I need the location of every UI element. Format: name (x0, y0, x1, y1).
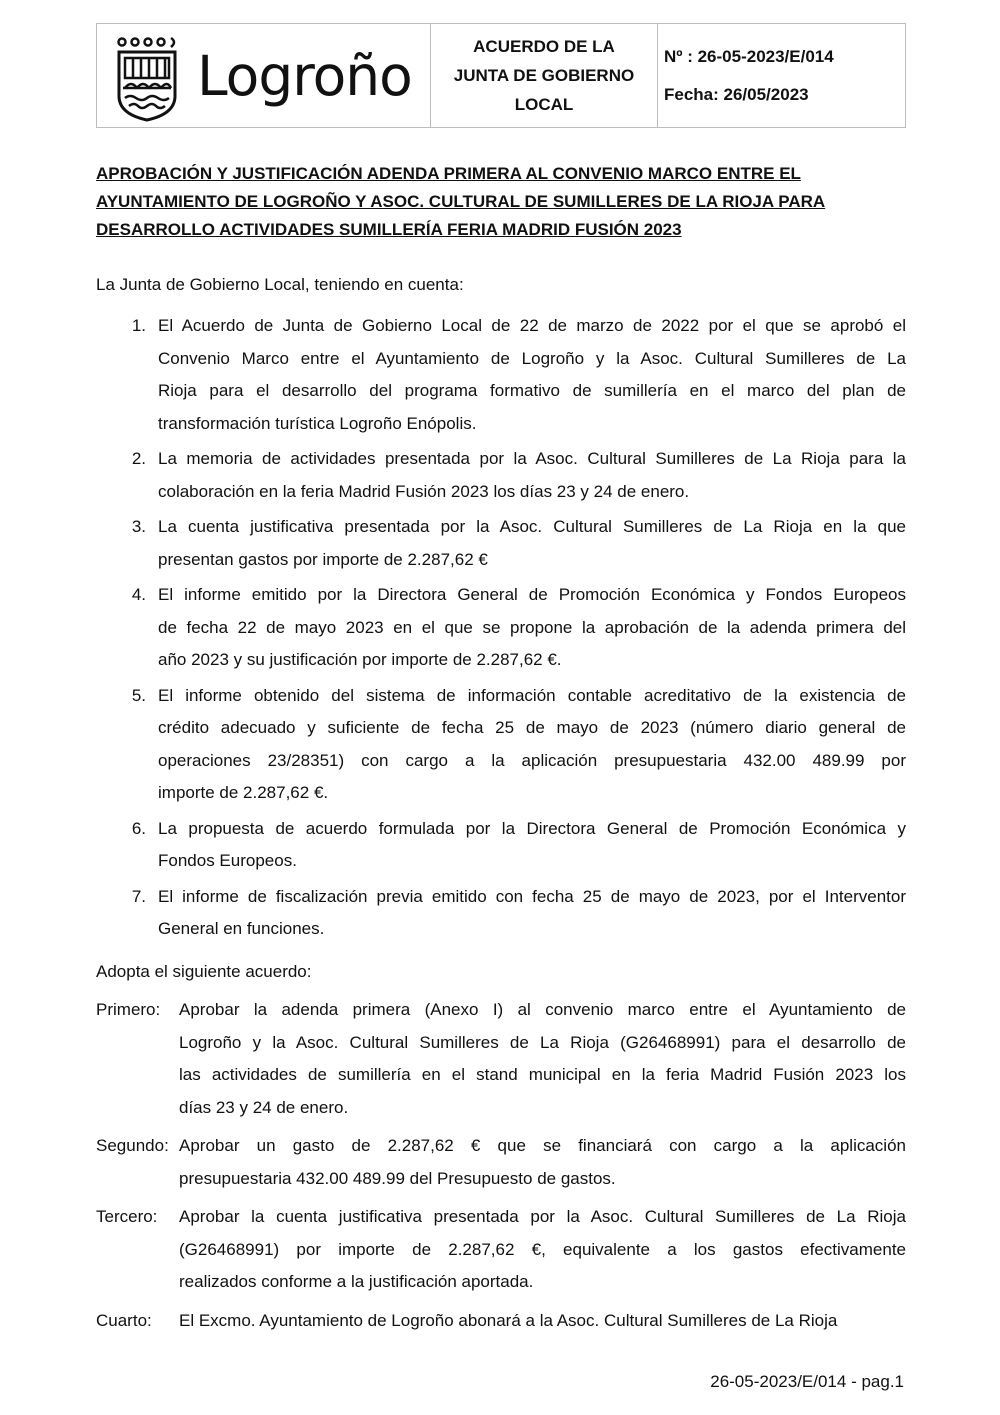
list-item-line: El informe obtenido del sistema de información contable acreditativo de la existencia de (158, 685, 906, 705)
list-item-line: El Acuerdo de Junta de Gobierno Local de 22 de marzo de 2022 por el que se aprobó el (158, 316, 906, 335)
list-item-line: crédito adecuado y suficiente de fecha 25 de mayo de 2023 (número diario general de (158, 718, 906, 737)
list-item-number: 7. (131, 886, 146, 906)
list-item-line: La propuesta de acuerdo formulada por la Directora General de Promoción Económica y (158, 818, 906, 838)
agreement-line: Aprobar un gasto de 2.287,62 € que se financiará con cargo a la aplicación (179, 1136, 906, 1155)
title-line: ACUERDO DE LA (473, 37, 615, 56)
title-line: JUNTA DE GOBIERNO (453, 66, 635, 85)
list-item-line: de fecha 22 de mayo 2023 en el que se propone la aprobación de la adenda primera del (158, 617, 906, 637)
agreement-line: (G26468991) por importe de 2.287,62 €, equivalente a los gastos efectivamente (179, 1239, 906, 1259)
considerations-list (96, 310, 906, 949)
agreement-line: Aprobar la cuenta justificativa presentada por la Asoc. Cultural Sumilleres de La Rioja (179, 1207, 906, 1226)
list-item (96, 813, 906, 878)
list-item-line: operaciones 23/28351) con cargo a la aplicación presupuestaria 432.00 489.99 por (158, 750, 906, 770)
city-crest-icon (115, 34, 179, 122)
list-item-line: La cuenta justificativa presentada por la Asoc. Cultural Sumilleres de La Rioja en la que (158, 517, 906, 536)
agreement-line: las actividades de sumillería en el stand municipal en la feria Madrid Fusión 2023 los (179, 1065, 906, 1084)
agreement-label: Cuarto: (96, 1310, 152, 1330)
document-meta (658, 24, 905, 127)
list-item-number: 4. (131, 585, 146, 604)
list-item (96, 310, 906, 440)
agreement-line: Logroño y la Asoc. Cultural Sumilleres de La Rioja (G26468991) para el desarrollo de (179, 1032, 906, 1052)
list-item-line: El informe de fiscalización previa emitido con fecha 25 de mayo de 2023, por el Interventor (158, 886, 906, 906)
list-item-line: año 2023 y su justificación por importe de 2.287,62 €. (158, 650, 562, 669)
agreement-label: Segundo: (96, 1136, 169, 1155)
document-title-line: AYUNTAMIENTO DE LOGROÑO Y ASOC. CULTURAL DE SUMILLERES DE LA RIOJA PARA (96, 192, 826, 211)
adopt-heading: Adopta el siguiente acuerdo: (96, 962, 312, 981)
list-item-line: presentan gastos por importe de 2.287,62 € (158, 549, 488, 569)
list-item-line: Fondos Europeos. (158, 851, 297, 870)
title-line: LOCAL (514, 95, 574, 114)
agreement-item (96, 994, 906, 1124)
list-item (96, 579, 906, 677)
list-item (96, 881, 906, 946)
list-item-line: General en funciones. (158, 919, 325, 938)
list-item (96, 443, 906, 508)
list-item-line: Rioja para el desarrollo del programa formativo de sumillería en el marco del plan de (158, 381, 906, 400)
document-number: Nº : 26-05-2023/E/014 (664, 46, 834, 66)
document-title-line: DESARROLLO ACTIVIDADES SUMILLERÍA FERIA MADRID FUSIÓN 2023 (96, 220, 682, 239)
agreement-line: días 23 y 24 de enero. (179, 1097, 349, 1117)
list-item-line: transformación turística Logroño Enópolis. (158, 413, 477, 433)
list-item-line: importe de 2.287,62 €. (158, 783, 329, 802)
agreement-type-title (431, 24, 658, 127)
list-item-number: 6. (131, 818, 146, 838)
list-item-line: La memoria de actividades presentada por la Asoc. Cultural Sumilleres de La Rioja para la (158, 449, 906, 468)
list-item (96, 680, 906, 810)
agreement-item (96, 1130, 906, 1195)
agreement-line: presupuestaria 432.00 489.99 del Presupuesto de gastos. (179, 1168, 616, 1188)
agreement-label: Primero: (96, 1000, 161, 1019)
list-item-line: Convenio Marco entre el Ayuntamiento de Logroño y la Asoc. Cultural Sumilleres de La (158, 348, 906, 368)
agreements-list (96, 994, 906, 1343)
header-table (96, 23, 906, 128)
list-item-number: 3. (131, 517, 146, 536)
list-item-number: 2. (131, 449, 146, 468)
document-date: Fecha: 26/05/2023 (664, 84, 809, 104)
list-item-line: El informe emitido por la Directora General de Promoción Económica y Fondos Europeos (158, 585, 906, 604)
logo-wordmark: Logroño (197, 44, 412, 108)
document-title (96, 160, 908, 244)
logo-cell (97, 24, 431, 127)
agreement-label: Tercero: (96, 1207, 158, 1226)
list-item (96, 511, 906, 576)
list-item-number: 1. (131, 316, 146, 335)
agreement-item (96, 1201, 906, 1299)
intro-paragraph: La Junta de Gobierno Local, teniendo en cuenta: (96, 275, 464, 294)
agreement-line: Aprobar la adenda primera (Anexo I) al convenio marco entre el Ayuntamiento de (179, 1000, 906, 1019)
document-title-line: APROBACIÓN Y JUSTIFICACIÓN ADENDA PRIMERA AL CONVENIO MARCO ENTRE EL (96, 164, 801, 183)
agreement-item (96, 1305, 906, 1338)
list-item-line: colaboración en la feria Madrid Fusión 2023 los días 23 y 24 de enero. (158, 481, 690, 501)
list-item-number: 5. (131, 685, 146, 705)
agreement-line: El Excmo. Ayuntamiento de Logroño abonará a la Asoc. Cultural Sumilleres de La Rioja (179, 1310, 838, 1330)
agreement-line: realizados conforme a la justificación aportada. (179, 1272, 534, 1291)
page-footer: 26-05-2023/E/014 - pag.1 (710, 1372, 904, 1391)
